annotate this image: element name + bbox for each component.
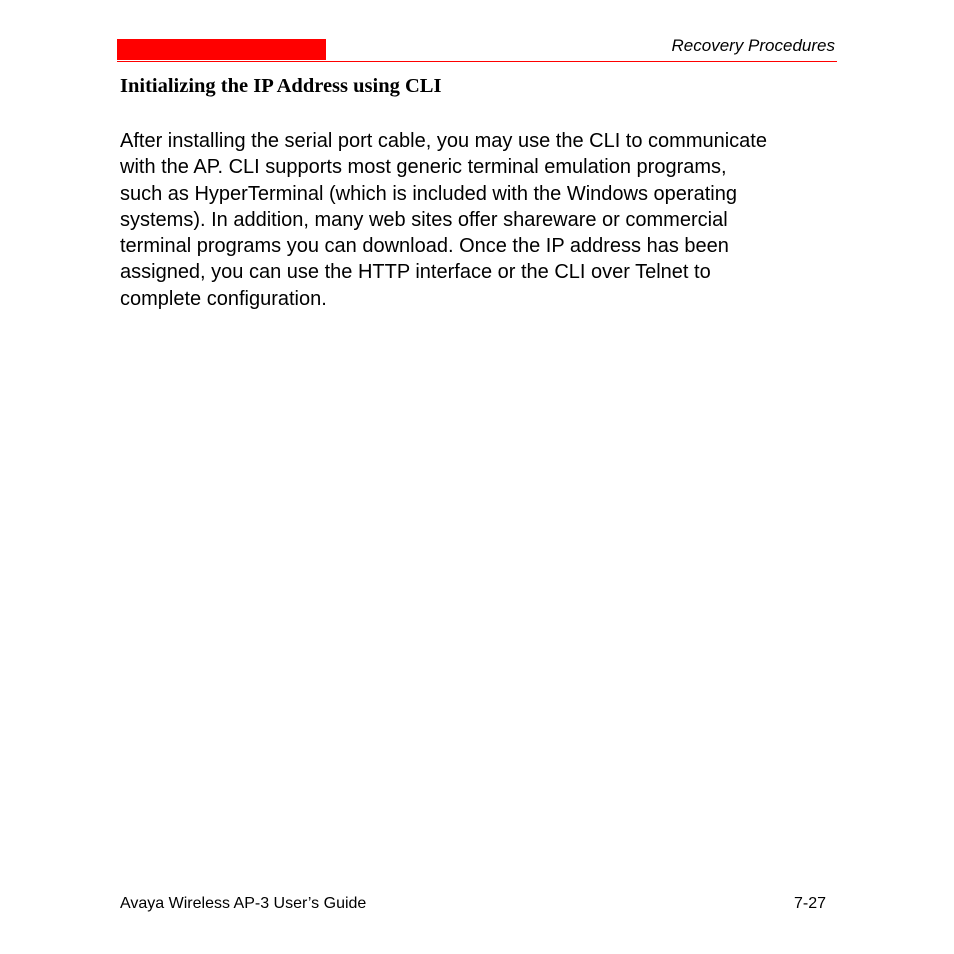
paragraph-line: assigned, you can use the HTTP interface or the CLI over Telnet to [120,261,711,284]
paragraph-line: After installing the serial port cable, you may use the CLI to communicate [120,130,767,152]
paragraph-line: complete configuration. [120,287,327,310]
paragraph-line: terminal programs you can download. Once the IP address has been [120,235,729,258]
running-header-section-title: Recovery Procedures [671,36,835,55]
footer-page-number: 7-27 [793,895,826,912]
paragraph-line: with the AP. CLI supports most generic terminal emulation programs, [120,156,727,179]
paragraph-line: such as HyperTerminal (which is included with the Windows operating [120,182,737,205]
section-heading: Initializing the IP Address using CLI [120,75,442,97]
header-rule [117,61,837,62]
paragraph-line: systems). In addition, many web sites offer shareware or commercial [120,208,728,231]
header-red-bar [117,39,326,60]
body-paragraph [120,128,840,312]
footer-guide-title: Avaya Wireless AP-3 User’s Guide [120,895,367,912]
